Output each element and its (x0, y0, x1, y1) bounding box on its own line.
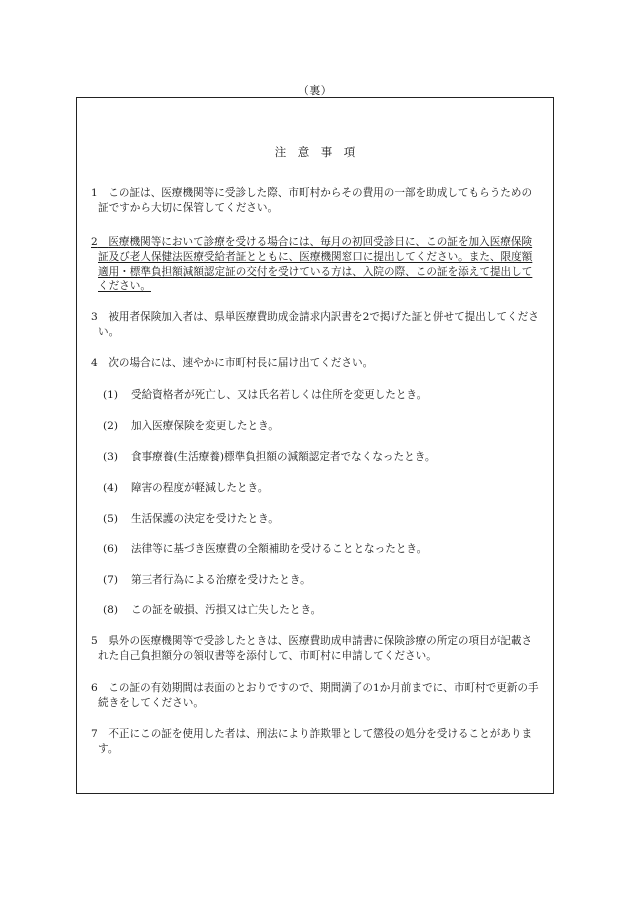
sub-item-4-text: 障害の程度が軽減したとき。 (131, 482, 269, 494)
notice-item-4 (91, 356, 541, 371)
sub-item-1-text: 受給資格者が死亡し、又は氏名若しくは住所を変更したとき。 (131, 389, 428, 401)
sub-item-4 (103, 481, 523, 495)
notice-item-3-num: 3 (91, 311, 98, 323)
sub-item-6 (103, 542, 523, 556)
notice-item-2 (91, 235, 541, 294)
sub-item-2-num: (2) (103, 420, 119, 432)
notice-item-2-num: 2 (91, 236, 98, 248)
sub-item-8-num: (8) (103, 604, 119, 616)
sub-item-4-num: (4) (103, 482, 119, 494)
notice-item-6-text (91, 681, 541, 711)
notice-item-1-body: この証は、医療機関等に受診した際、市町村からその費用の一部を助成してもらうための証ですから大切に保管してください。 (98, 187, 533, 214)
sub-item-2-text: 加入医療保険を変更したとき。 (131, 420, 279, 432)
notice-item-3 (91, 310, 541, 340)
notice-item-1-text (91, 186, 541, 216)
notice-item-5-body: 県外の医療機関等で受診したときは、医療費助成申請書に保険診療の所定の項目が記載された自己負担額分の領収書等を添付して、市町村に申請してください。 (98, 635, 533, 662)
notice-item-7-body: 不正にこの証を使用した者は、刑法により詐欺罪として懲役の処分を受けることがあります。 (98, 728, 533, 755)
sub-item-1-num: (1) (103, 389, 119, 401)
notice-item-7-num: 7 (91, 728, 98, 740)
sub-item-5 (103, 512, 523, 526)
notice-item-4-text (91, 356, 541, 371)
notice-title: 注 意 事 項 (274, 145, 356, 159)
sub-item-2 (103, 419, 523, 433)
notice-frame (76, 97, 554, 794)
notice-item-5-num: 5 (91, 635, 98, 647)
sub-item-6-num: (6) (103, 543, 119, 555)
sub-item-6-text: 法律等に基づき医療費の全額補助を受けることとなったとき。 (131, 543, 428, 555)
page-side-label: （裏） (297, 84, 333, 97)
sub-item-8-text: この証を破損、汚損又は亡失したとき。 (131, 604, 322, 616)
notice-item-2-body: 医療機関等において診療を受ける場合には、毎月の初回受診日に、この証を加入医療保険証及び老人保健法医療受給者証とともに、医療機関窓口に提出してください。また、限度額適用・標準負担額減額認定証の交付を受けている方は、入院の際、この証を添えて提出してください。 (98, 236, 533, 293)
notice-item-5-text (91, 634, 541, 664)
sub-item-1 (103, 388, 523, 402)
notice-item-7-text (91, 727, 541, 757)
sub-item-5-text: 生活保護の決定を受けたとき。 (131, 513, 279, 525)
notice-item-6-num: 6 (91, 682, 98, 694)
sub-item-8 (103, 603, 523, 617)
notice-item-4-body: 次の場合には、速やかに市町村長に届け出てください。 (108, 357, 374, 369)
sub-item-3-text: 食事療養(生活療養)標準負担額の減額認定者でなくなったとき。 (131, 451, 436, 463)
notice-item-1 (91, 186, 541, 216)
sub-item-7-text: 第三者行為による治療を受けたとき。 (131, 574, 311, 586)
notice-item-6-body: この証の有効期間は表面のとおりですので、期間満了の1か月前までに、市町村で更新の手続きをしてください。 (98, 682, 539, 709)
sub-item-5-num: (5) (103, 513, 119, 525)
notice-item-5 (91, 634, 541, 664)
notice-item-4-num: 4 (91, 357, 98, 369)
notice-item-3-text (91, 310, 541, 340)
sub-item-3 (103, 450, 523, 464)
notice-item-2-text (91, 235, 541, 294)
notice-item-6 (91, 681, 541, 711)
notice-item-7 (91, 727, 541, 757)
notice-item-1-num: 1 (91, 187, 98, 199)
sub-item-7-num: (7) (103, 574, 119, 586)
sub-item-7 (103, 573, 523, 587)
notice-item-3-body: 被用者保険加入者は、県単医療費助成金請求内訳書を2で掲げた証と併せて提出してください。 (98, 311, 539, 338)
sub-item-3-num: (3) (103, 451, 119, 463)
